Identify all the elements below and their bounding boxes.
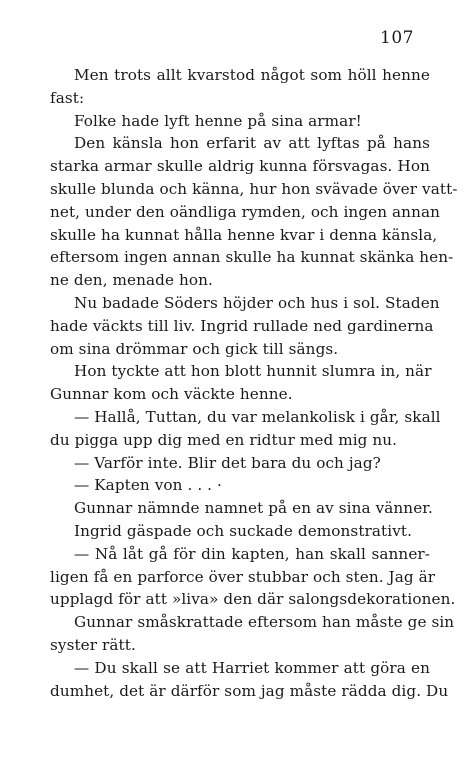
text-line: ne den, menade hon.: [50, 271, 213, 290]
text-line: dumhet, det är därför som jag måste rädda dig. Du: [50, 681, 449, 700]
text-line: — Nå låt gå för din kapten, han skall sanner-: [74, 544, 430, 563]
text-line: syster rätt.: [50, 635, 136, 654]
text-line: — Varför inte. Blir det bara du och jag?: [74, 453, 381, 472]
text-line: ligen få en parforce över stubbar och sten. Jag är: [50, 567, 436, 586]
text-line: Den känsla hon erfarit av att lyftas på hans: [74, 134, 430, 153]
text-line: Gunnar kom och väckte henne.: [50, 385, 293, 404]
text-line: Gunnar nämnde namnet på en av sina vänner.: [74, 499, 433, 518]
text-line: starka armar skulle aldrig kunna försvagas. Hon: [50, 157, 430, 176]
body-text: [50, 64, 458, 702]
text-line: Nu badade Söders höjder och hus i sol. Staden: [74, 293, 440, 312]
text-line: — Kapten von . . . ·: [74, 476, 222, 495]
text-line: Gunnar småskrattade eftersom han måste ge sin: [74, 613, 455, 632]
text-line: upplagd för att »liva» den där salongsdekorationen.: [50, 590, 456, 609]
text-line: skulle ha kunnat hålla henne kvar i denna känsla,: [50, 225, 438, 244]
text-line: fast:: [50, 88, 85, 107]
text-line: hade väckts till liv. Ingrid rullade ned gardinerna: [50, 316, 434, 335]
text-line: skulle blunda och känna, hur hon svävade över vatt-: [50, 179, 458, 198]
text-line: Folke hade lyft henne på sina armar!: [74, 111, 362, 130]
text-line: Hon tyckte att hon blott hunnit slumra in, när: [74, 362, 432, 381]
text-line: du pigga upp dig med en ridtur med mig nu.: [50, 430, 398, 449]
text-line: eftersom ingen annan skulle ha kunnat skänka hen-: [50, 248, 454, 267]
text-line: om sina drömmar och gick till sängs.: [50, 339, 339, 358]
text-line: Ingrid gäspade och suckade demonstrativt.: [74, 521, 413, 540]
text-line: — Hallå, Tuttan, du var melankolisk i går, skall: [74, 407, 441, 426]
text-line: — Du skall se att Harriet kommer att göra en: [74, 658, 430, 677]
text-line: net, under den oändliga rymden, och ingen annan: [50, 202, 440, 221]
page-number: 107: [380, 28, 414, 48]
text-line: Men trots allt kvarstod något som höll henne: [74, 66, 430, 84]
